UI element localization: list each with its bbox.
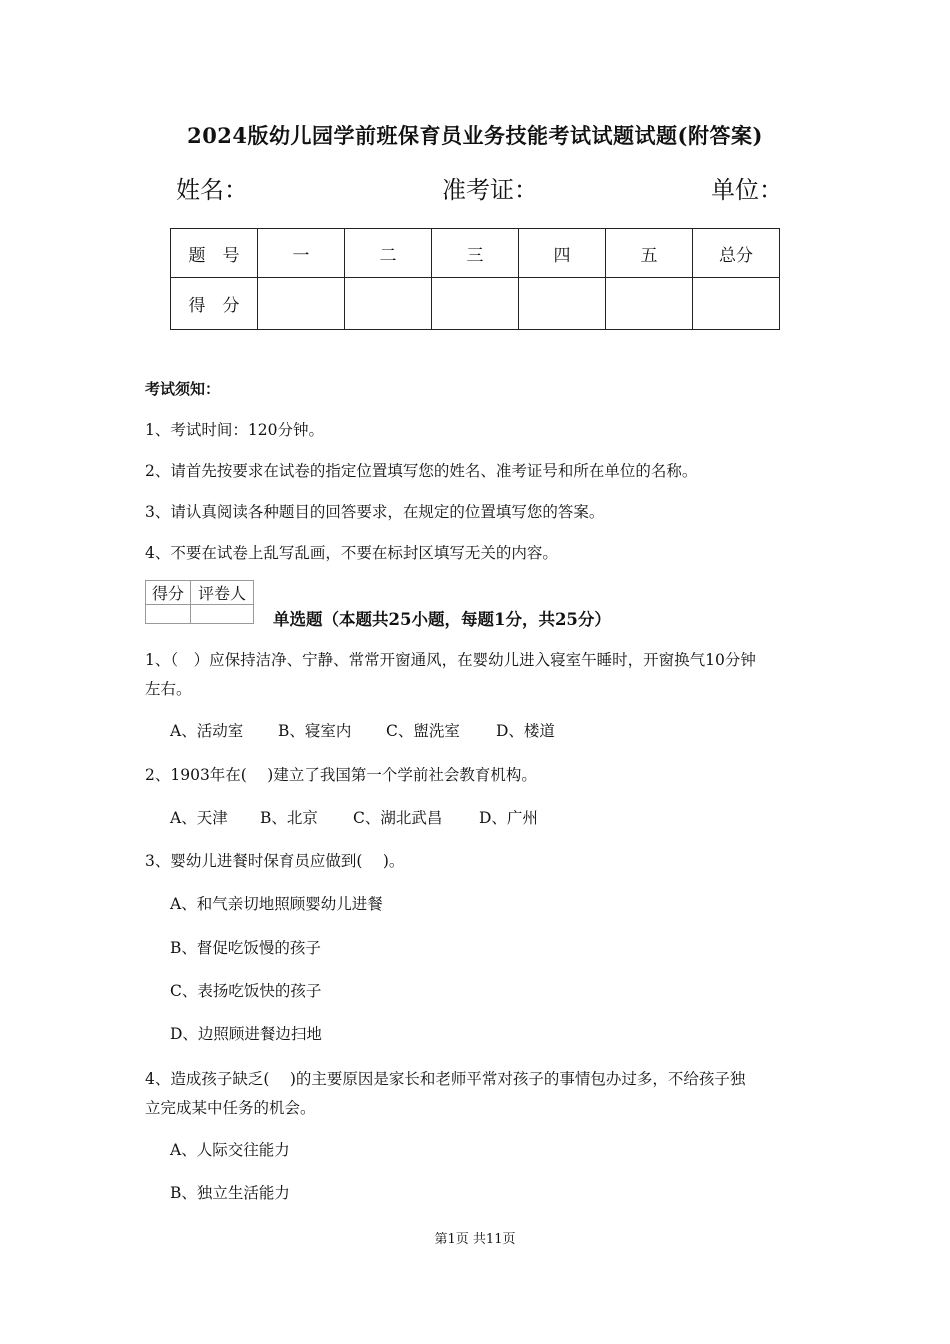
question-2-option-d[interactable]: D、广州 bbox=[479, 809, 538, 827]
question-3-option-c[interactable]: C、表扬吃饭快的孩子 bbox=[170, 982, 322, 1000]
score-table-score-row bbox=[171, 278, 780, 330]
score-cell-total[interactable] bbox=[693, 278, 780, 330]
score-table-header-row bbox=[171, 229, 780, 278]
header-section-4: 四 bbox=[519, 229, 606, 278]
header-total: 总分 bbox=[693, 229, 780, 278]
score-cell-4[interactable] bbox=[519, 278, 606, 330]
name-label: 姓名： bbox=[176, 176, 248, 204]
question-2-stem: 2、1903年在( )建立了我国第一个学前社会教育机构。 bbox=[145, 766, 537, 784]
header-section-2: 二 bbox=[345, 229, 432, 278]
score-cell-1[interactable] bbox=[258, 278, 345, 330]
question-2-option-b[interactable]: B、北京 bbox=[260, 809, 318, 827]
question-4-option-b[interactable]: B、独立生活能力 bbox=[170, 1184, 290, 1202]
question-1-option-d[interactable]: D、楼道 bbox=[496, 722, 555, 740]
grader-score-label: 得分 bbox=[146, 581, 191, 605]
question-3-stem: 3、婴幼儿进餐时保育员应做到( )。 bbox=[145, 852, 405, 870]
header-section-1: 一 bbox=[258, 229, 345, 278]
question-4-stem: 4、造成孩子缺乏( )的主要原因是家长和老师平常对孩子的事情包办过多，不给孩子独 bbox=[145, 1070, 746, 1088]
header-question-number: 题 号 bbox=[171, 229, 258, 278]
notes-heading: 考试须知： bbox=[145, 380, 221, 398]
question-4-stem-cont: 立完成某中任务的机会。 bbox=[145, 1099, 316, 1117]
grader-reviewer-label: 评卷人 bbox=[191, 581, 254, 605]
score-cell-5[interactable] bbox=[606, 278, 693, 330]
question-4-option-a[interactable]: A、人际交往能力 bbox=[170, 1141, 290, 1159]
exam-number-label: 准考证： bbox=[442, 176, 538, 204]
unit-label: 单位： bbox=[711, 176, 783, 204]
grader-reviewer-cell[interactable] bbox=[191, 605, 254, 624]
score-row-label: 得 分 bbox=[171, 278, 258, 330]
question-1-option-b[interactable]: B、寝室内 bbox=[278, 722, 352, 740]
question-3-option-b[interactable]: B、督促吃饭慢的孩子 bbox=[170, 939, 321, 957]
question-2-option-a[interactable]: A、天津 bbox=[170, 809, 228, 827]
score-table bbox=[170, 228, 780, 330]
score-cell-3[interactable] bbox=[432, 278, 519, 330]
question-1-option-c[interactable]: C、盥洗室 bbox=[386, 722, 460, 740]
section-title: 单选题（本题共25小题，每题1分，共25分） bbox=[273, 610, 611, 629]
note-item-4: 4、不要在试卷上乱写乱画，不要在标封区填写无关的内容。 bbox=[145, 544, 558, 562]
grader-score-cell[interactable] bbox=[146, 605, 191, 624]
note-item-1: 1、考试时间：120分钟。 bbox=[145, 421, 324, 439]
question-2-option-c[interactable]: C、湖北武昌 bbox=[353, 809, 443, 827]
note-item-3: 3、请认真阅读各种题目的回答要求，在规定的位置填写您的答案。 bbox=[145, 503, 605, 521]
question-3-option-d[interactable]: D、边照顾进餐边扫地 bbox=[170, 1025, 322, 1043]
note-item-2: 2、请首先按要求在试卷的指定位置填写您的姓名、准考证号和所在单位的名称。 bbox=[145, 462, 698, 480]
header-section-3: 三 bbox=[432, 229, 519, 278]
page-footer: 第1页 共11页 bbox=[434, 1232, 516, 1247]
grader-box bbox=[145, 580, 254, 624]
question-3-option-a[interactable]: A、和气亲切地照顾婴幼儿进餐 bbox=[170, 895, 383, 913]
question-1-option-a[interactable]: A、活动室 bbox=[170, 722, 244, 740]
header-section-5: 五 bbox=[606, 229, 693, 278]
score-cell-2[interactable] bbox=[345, 278, 432, 330]
document-title: 2024版幼儿园学前班保育员业务技能考试试题试题(附答案) bbox=[187, 123, 763, 148]
question-1-stem: 1、（ ）应保持洁净、宁静、常常开窗通风，在婴幼儿进入寝室午睡时，开窗换气10分钟 bbox=[145, 651, 756, 669]
question-1-stem-cont: 左右。 bbox=[145, 680, 192, 698]
